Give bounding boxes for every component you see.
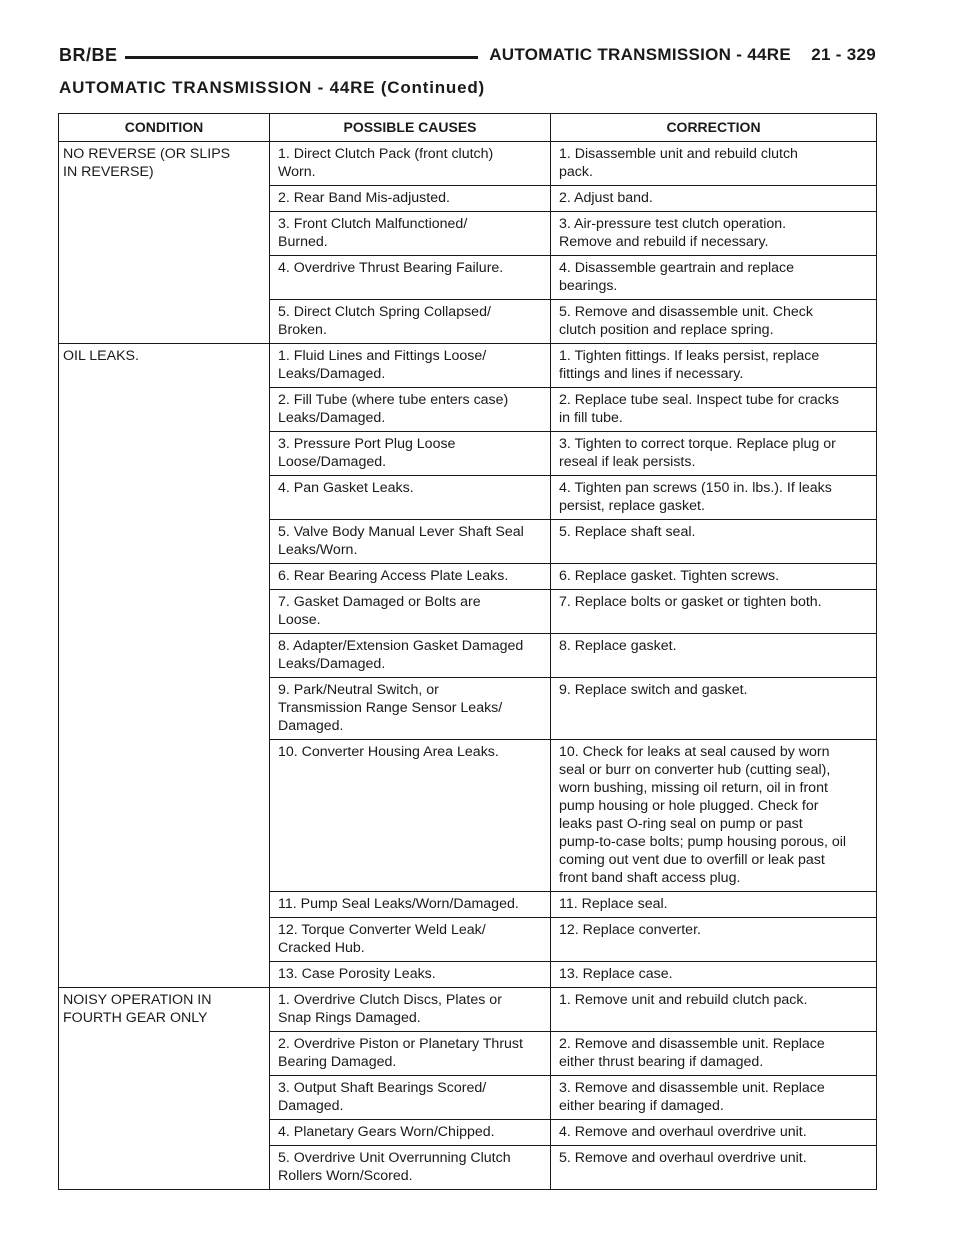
correction-cell: 9. Replace switch and gasket. <box>551 678 877 740</box>
cause-cell: 3. Output Shaft Bearings Scored/ Damaged. <box>270 1076 551 1120</box>
cause-cell: 1. Direct Clutch Pack (front clutch) Worn. <box>270 142 551 186</box>
page-number: 21 - 329 <box>811 45 876 64</box>
cause-cell: 2. Overdrive Piston or Planetary Thrust Bearing Damaged. <box>270 1032 551 1076</box>
cause-cell: 4. Planetary Gears Worn/Chipped. <box>270 1120 551 1146</box>
model-code: BR/BE <box>59 45 118 65</box>
cause-cell: 6. Rear Bearing Access Plate Leaks. <box>270 564 551 590</box>
column-header-condition: CONDITION <box>59 114 270 142</box>
correction-cell: 2. Remove and disassemble unit. Replace either thrust bearing if damaged. <box>551 1032 877 1076</box>
cause-cell: 5. Valve Body Manual Lever Shaft Seal Leaks/Worn. <box>270 520 551 564</box>
section-title: AUTOMATIC TRANSMISSION - 44RE <box>489 45 791 64</box>
cause-cell: 5. Overdrive Unit Overrunning Clutch Rollers Worn/Scored. <box>270 1146 551 1190</box>
cause-cell: 13. Case Porosity Leaks. <box>270 962 551 988</box>
correction-cell: 2. Replace tube seal. Inspect tube for cracks in fill tube. <box>551 388 877 432</box>
cause-cell: 5. Direct Clutch Spring Collapsed/ Broken. <box>270 300 551 344</box>
cause-cell: 3. Front Clutch Malfunctioned/ Burned. <box>270 212 551 256</box>
correction-cell: 1. Tighten fittings. If leaks persist, replace fittings and lines if necessary. <box>551 344 877 388</box>
cause-cell: 8. Adapter/Extension Gasket Damaged Leaks/Damaged. <box>270 634 551 678</box>
cause-cell: 12. Torque Converter Weld Leak/ Cracked Hub. <box>270 918 551 962</box>
correction-cell: 12. Replace converter. <box>551 918 877 962</box>
cause-cell: 2. Rear Band Mis-adjusted. <box>270 186 551 212</box>
condition-cell: NOISY OPERATION IN FOURTH GEAR ONLY <box>59 988 270 1190</box>
correction-cell: 4. Remove and overhaul overdrive unit. <box>551 1120 877 1146</box>
correction-cell: 11. Replace seal. <box>551 892 877 918</box>
condition-cell: OIL LEAKS. <box>59 344 270 988</box>
correction-cell: 4. Tighten pan screws (150 in. lbs.). If leaks persist, replace gasket. <box>551 476 877 520</box>
correction-cell: 6. Replace gasket. Tighten screws. <box>551 564 877 590</box>
table-row <box>59 142 877 186</box>
cause-cell: 9. Park/Neutral Switch, or Transmission Range Sensor Leaks/ Damaged. <box>270 678 551 740</box>
correction-cell: 3. Air-pressure test clutch operation. Remove and rebuild if necessary. <box>551 212 877 256</box>
cause-cell: 4. Overdrive Thrust Bearing Failure. <box>270 256 551 300</box>
correction-cell: 1. Disassemble unit and rebuild clutch pack. <box>551 142 877 186</box>
correction-cell: 2. Adjust band. <box>551 186 877 212</box>
header-rule <box>125 56 478 59</box>
page-header <box>59 45 876 69</box>
correction-cell: 5. Remove and disassemble unit. Check clutch position and replace spring. <box>551 300 877 344</box>
table-row <box>59 988 877 1032</box>
correction-cell: 5. Remove and overhaul overdrive unit. <box>551 1146 877 1190</box>
table-body <box>59 142 877 1190</box>
correction-cell: 1. Remove unit and rebuild clutch pack. <box>551 988 877 1032</box>
cause-cell: 1. Fluid Lines and Fittings Loose/ Leaks/Damaged. <box>270 344 551 388</box>
correction-cell: 5. Replace shaft seal. <box>551 520 877 564</box>
cause-cell: 1. Overdrive Clutch Discs, Plates or Snap Rings Damaged. <box>270 988 551 1032</box>
cause-cell: 11. Pump Seal Leaks/Worn/Damaged. <box>270 892 551 918</box>
cause-cell: 2. Fill Tube (where tube enters case) Leaks/Damaged. <box>270 388 551 432</box>
condition-cell: NO REVERSE (OR SLIPS IN REVERSE) <box>59 142 270 344</box>
column-header-correction: CORRECTION <box>551 114 877 142</box>
continued-title: AUTOMATIC TRANSMISSION - 44RE (Continued) <box>59 78 485 97</box>
correction-cell: 10. Check for leaks at seal caused by worn seal or burr on converter hub (cutting seal), worn bushing, missing oil return, oil in front pump housing or hole plugged. Check for leaks past O-ring seal on pump or past pump-to-case bolts; pump housing porous, oil coming out vent due to overfill or leak past front band shaft access plug. <box>551 740 877 892</box>
cause-cell: 10. Converter Housing Area Leaks. <box>270 740 551 892</box>
correction-cell: 4. Disassemble geartrain and replace bearings. <box>551 256 877 300</box>
cause-cell: 3. Pressure Port Plug Loose Loose/Damaged. <box>270 432 551 476</box>
table-row <box>59 344 877 388</box>
correction-cell: 3. Remove and disassemble unit. Replace either bearing if damaged. <box>551 1076 877 1120</box>
correction-cell: 7. Replace bolts or gasket or tighten both. <box>551 590 877 634</box>
table-header-row <box>59 114 877 142</box>
correction-cell: 8. Replace gasket. <box>551 634 877 678</box>
correction-cell: 3. Tighten to correct torque. Replace plug or reseal if leak persists. <box>551 432 877 476</box>
correction-cell: 13. Replace case. <box>551 962 877 988</box>
cause-cell: 4. Pan Gasket Leaks. <box>270 476 551 520</box>
diagnosis-table <box>58 113 877 1190</box>
cause-cell: 7. Gasket Damaged or Bolts are Loose. <box>270 590 551 634</box>
column-header-causes: POSSIBLE CAUSES <box>270 114 551 142</box>
